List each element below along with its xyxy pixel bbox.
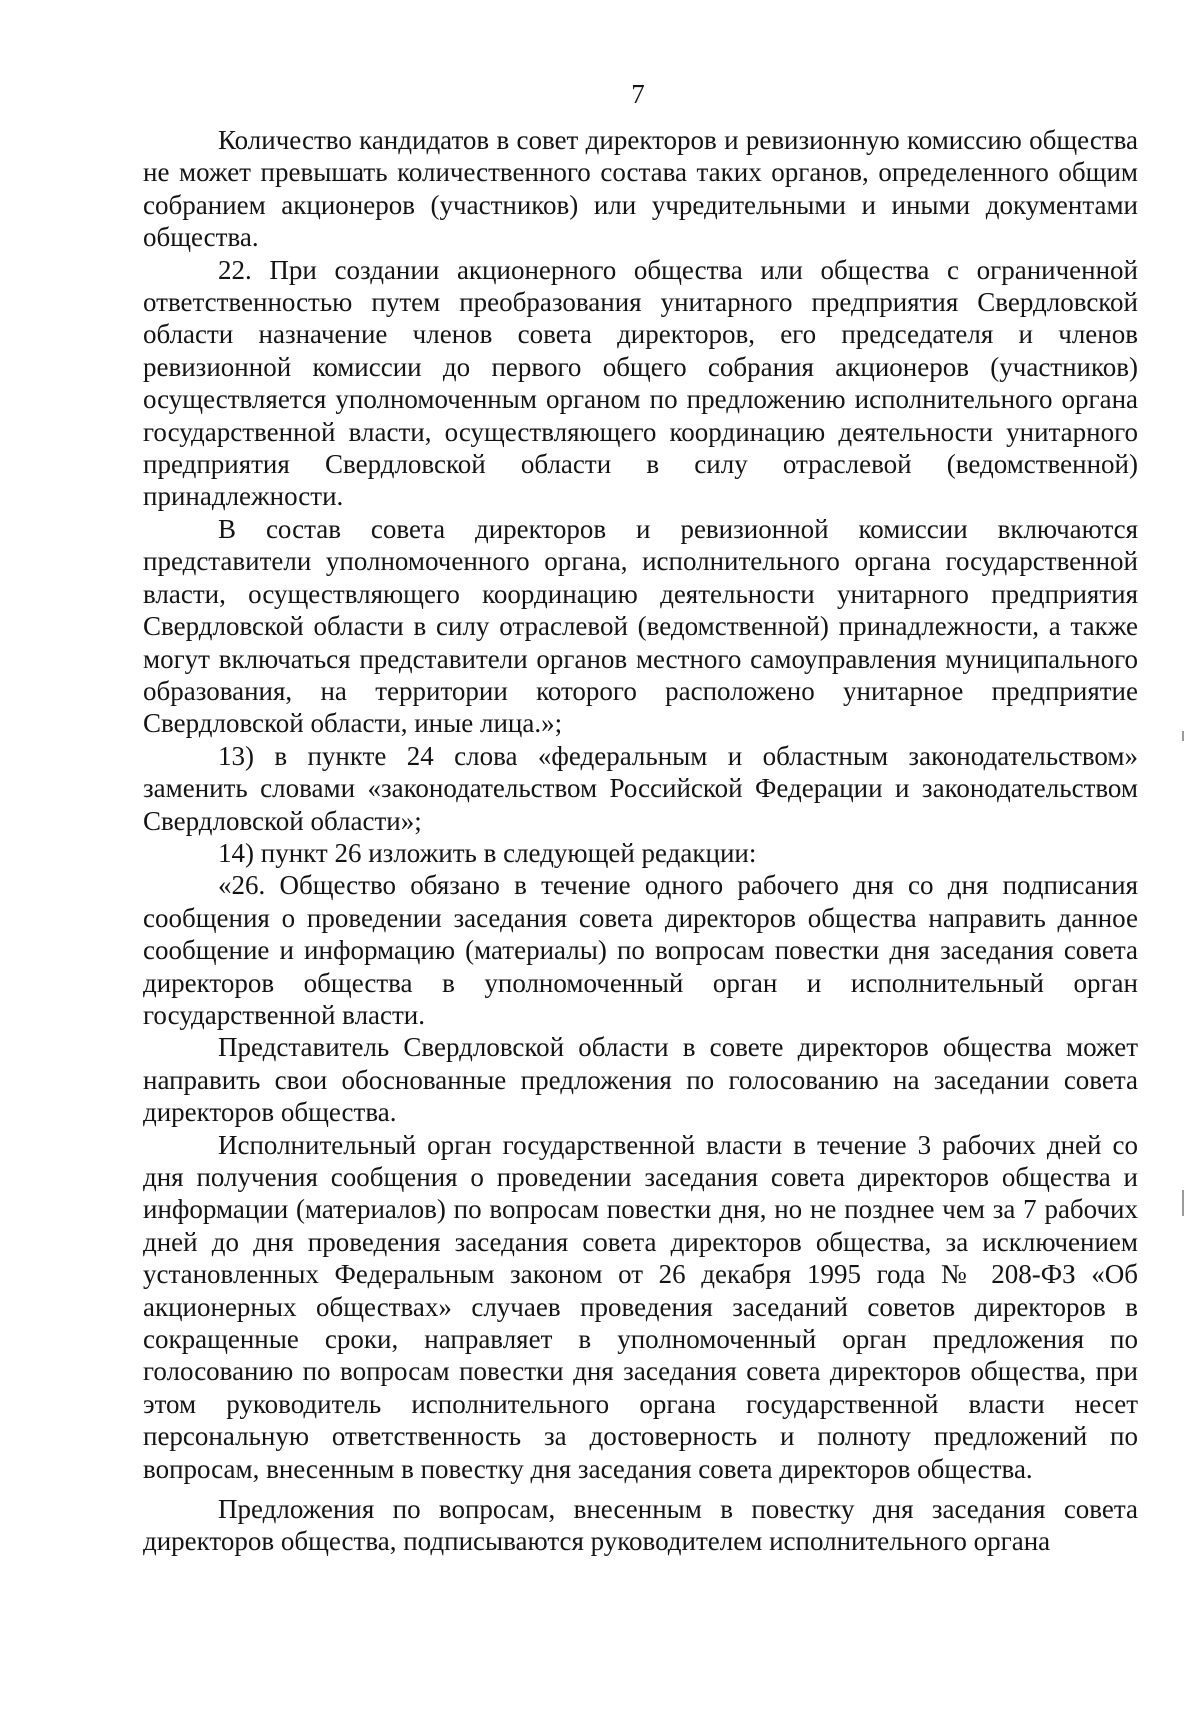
document-body (143, 124, 1138, 1558)
paragraph: Представитель Свердловской области в совете директоров общества может направить свои обоснованные предложения по голосованию на заседании совета директоров общества. (143, 1032, 1138, 1128)
paragraph: Количество кандидатов в совет директоров и ревизионную комиссию общества не может превышать количественного состава таких органов, определенного общим собранием акционеров (участников) или учредительными и иными документами общества. (143, 125, 1138, 253)
page-number: 7 (631, 79, 645, 109)
paragraph: Предложения по вопросам, внесенным в повестку дня заседания совета директоров общества, подписываются руководителем исполнительного органа (143, 1494, 1138, 1557)
scan-margin-mark (1182, 731, 1184, 741)
paragraph: «26. Общество обязано в течение одного рабочего дня со дня подписания сообщения о проведении заседания совета директоров общества направить данное сообщение и информацию (материалы) по вопросам повестки дня заседания совета директоров общества в уполномоченный орган и исполнительный орган государственной власти. (143, 870, 1138, 1030)
scan-margin-mark (1182, 1190, 1184, 1216)
paragraph: Исполнительный орган государственной власти в течение 3 рабочих дней со дня получения сообщения о проведении заседания совета директоров общества и информации (материалов) по вопросам повестки дня, но не позднее чем за 7 рабочих дней до дня проведения заседания совета директоров общества, за исключением установленных Федеральным законом от 26 декабря 1995 года № 208-ФЗ «Об акционерных обществах» случаев проведения заседаний советов директоров в сокращенные сроки, направляет в уполномоченный орган предложения по голосованию по вопросам повестки дня заседания совета директоров общества, при этом руководитель исполнительного органа государственной власти несет персональную ответственность за достоверность и полноту предложений по вопросам, внесенным в повестку дня заседания совета директоров общества. (143, 1129, 1138, 1484)
paragraph: 13) в пункте 24 слова «федеральным и областным законодательством» заменить словами «законодательством Российской Федерации и законодательством Свердловской области»; (143, 740, 1138, 836)
paragraph: 22. При создании акционерного общества или общества с ограниченной ответственностью путем преобразования унитарного предприятия Свердловской области назначение членов совета директоров, его председателя и членов ревизионной комиссии до первого общего собрания акционеров (участников) осуществляется уполномоченным органом по предложению исполнительного органа государственной власти, осуществляющего координацию деятельности унитарного предприятия Свердловской области в силу отраслевой (ведомственной) принадлежности. (143, 254, 1138, 512)
paragraph: 14) пункт 26 изложить в следующей редакции: (218, 837, 757, 868)
paragraph: В состав совета директоров и ревизионной комиссии включаются представители уполномоченного органа, исполнительного органа государственной власти, осуществляющего координацию деятельности унитарного предприятия Свердловской области в силу отраслевой (ведомственной) принадлежности, а также могут включаться представители органов местного самоуправления муниципального образования, на территории которого расположено унитарное предприятие Свердловской области, иные лица.»; (143, 513, 1138, 739)
